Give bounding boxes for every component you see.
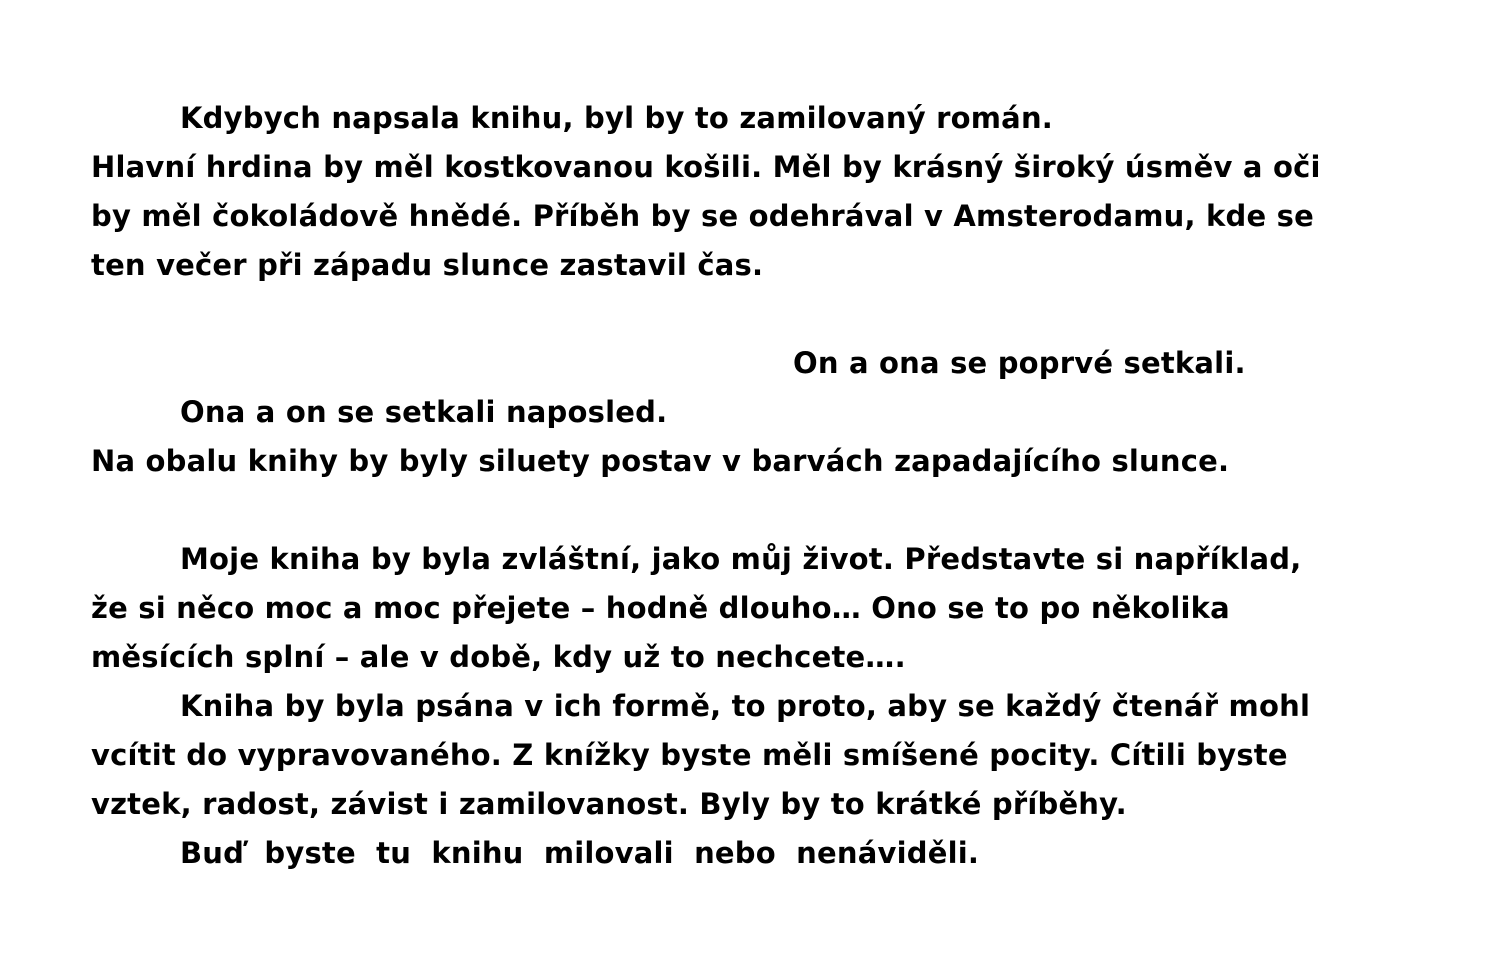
text-line-14: Buď byste tu knihu milovali nebo nenáviděli. [180, 836, 980, 870]
text-line-1: Kdybych napsala knihu, byl by to zamilovaný román. [180, 101, 1054, 135]
text-line-3: by měl čokoládově hnědé. Příběh by se odehrával v Amsterodamu, kde se [91, 199, 1314, 233]
text-line-13: vztek, radost, závist i zamilovanost. Byly by to krátké příběhy. [91, 787, 1127, 821]
text-line-11: Kniha by byla psána v ich formě, to proto, aby se každý čtenář mohl [180, 689, 1311, 723]
text-line-7: Na obalu knihy by byly siluety postav v barvách zapadajícího slunce. [91, 444, 1230, 478]
text-line-6: Ona a on se setkali naposled. [180, 395, 668, 429]
text-line-5: On a ona se poprvé setkali. [793, 346, 1246, 380]
text-line-12: vcítit do vypravovaného. Z knížky byste měli smíšené pocity. Cítili byste [91, 738, 1288, 772]
text-line-4: ten večer při západu slunce zastavil čas. [91, 248, 764, 282]
text-line-8: Moje kniha by byla zvláštní, jako můj život. Představte si například, [180, 542, 1302, 576]
text-line-9: že si něco moc a moc přejete – hodně dlouho… Ono se to po několika [91, 591, 1230, 625]
text-line-2: Hlavní hrdina by měl kostkovanou košili. Měl by krásný široký úsměv a oči [91, 150, 1321, 184]
text-line-10: měsících splní – ale v době, kdy už to nechcete…. [91, 640, 906, 674]
